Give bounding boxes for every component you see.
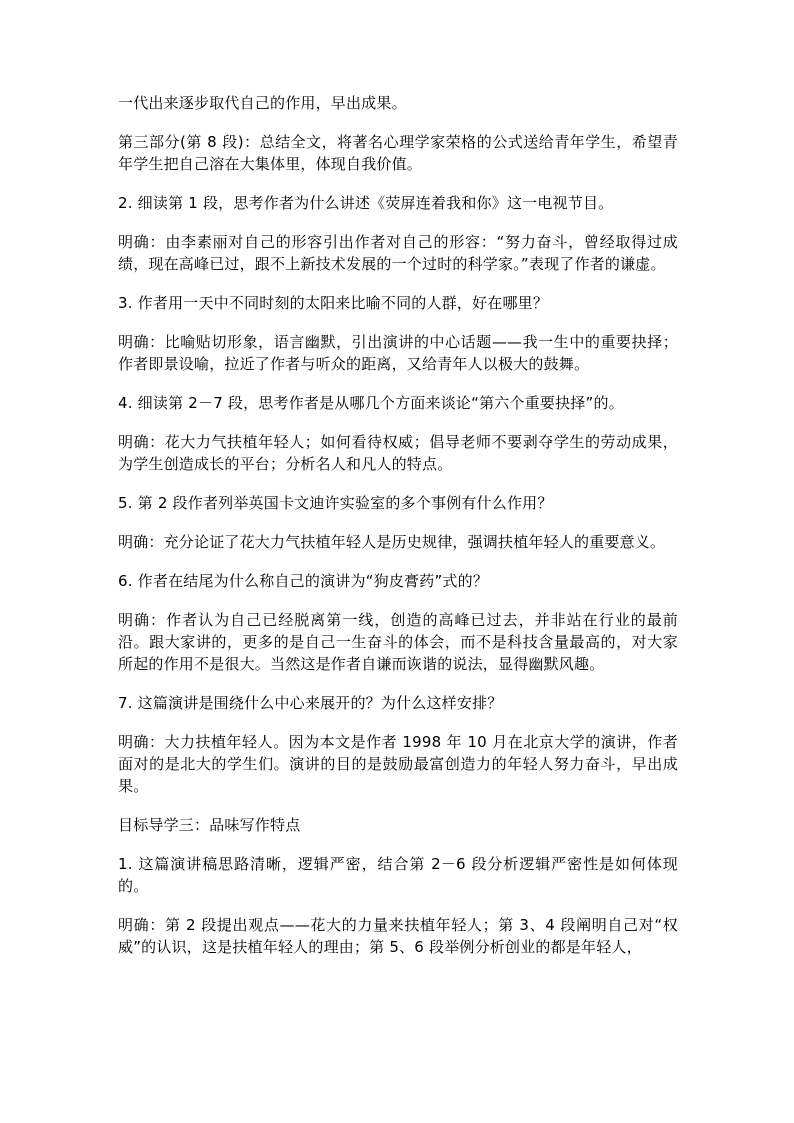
question-5: 5. 第 2 段作者列举英国卡文迪许实验室的多个事例有什么作用？ [118,494,553,512]
answer-2: 明确：由李素丽对自己的形容引出作者对自己的形容：“努力奋斗，曾经取得过成绩，现在高峰已过，跟不上新技术发展的一个过时的科学家。”表现了作者的谦虚。 [118,233,678,273]
writing-answer-1: 明确：第 2 段提出观点——花大的力量来扶植年轻人；第 3、4 段阐明自己对“权威”的认识，这是扶植年轻人的理由；第 5、6 段举例分析创业的都是年轻人， [118,916,678,956]
question-2: 2. 细读第 1 段，思考作者为什么讲述《荧屏连着我和你》这一电视节目。 [118,194,614,212]
answer-5: 明确：充分论证了花大力气扶植年轻人是历史规律，强调扶植年轻人的重要意义。 [118,533,666,551]
answer-7: 明确：大力扶植年轻人。因为本文是作者 1998 年 10 月在北京大学的演讲，作者面对的是北大的学生们。演讲的目的是鼓励最富创造力的年轻人努力奋斗，早出成果。 [118,733,678,795]
answer-6: 明确：作者认为自己已经脱离第一线，创造的高峰已过去，并非站在行业的最前沿。跟大家讲的，更多的是自己一生奋斗的体会，而不是科技含量最高的，对大家所起的作用不是很大。当然这是作者自谦而诙谐的说法，显得幽默风趣。 [118,611,678,673]
question-7: 7. 这篇演讲是围绕什么中心来展开的？为什么这样安排？ [118,694,503,712]
paragraph-continuation: 一代出来逐步取代自己的作用，早出成果。 [118,94,407,112]
writing-question-1: 1. 这篇演讲稿思路清晰，逻辑严密，结合第 2－6 段分析逻辑严密性是如何体现的。 [118,855,678,895]
answer-4: 明确：花大力气扶植年轻人；如何看待权威；倡导老师不要剥夺学生的劳动成果，为学生创造成长的平台；分析名人和凡人的特点。 [118,433,678,473]
section-heading-writing-features: 目标导学三：品味写作特点 [118,816,301,834]
question-6: 6. 作者在结尾为什么称自己的演讲为“狗皮膏药”式的？ [118,572,489,590]
answer-3: 明确：比喻贴切形象，语言幽默，引出演讲的中心话题——我一生中的重要抉择；作者即景设喻，拉近了作者与听众的距离，又给青年人以极大的鼓舞。 [118,333,678,373]
document-page [118,92,678,975]
question-3: 3. 作者用一天中不同时刻的太阳来比喻不同的人群，好在哪里？ [118,294,549,312]
paragraph-part-three-summary: 第三部分(第 8 段)：总结全文，将著名心理学家荣格的公式送给青年学生，希望青年学生把自己溶在大集体里，体现自我价值。 [118,133,678,173]
question-4: 4. 细读第 2－7 段，思考作者是从哪几个方面来谈论“第六个重要抉择”的。 [118,394,624,412]
